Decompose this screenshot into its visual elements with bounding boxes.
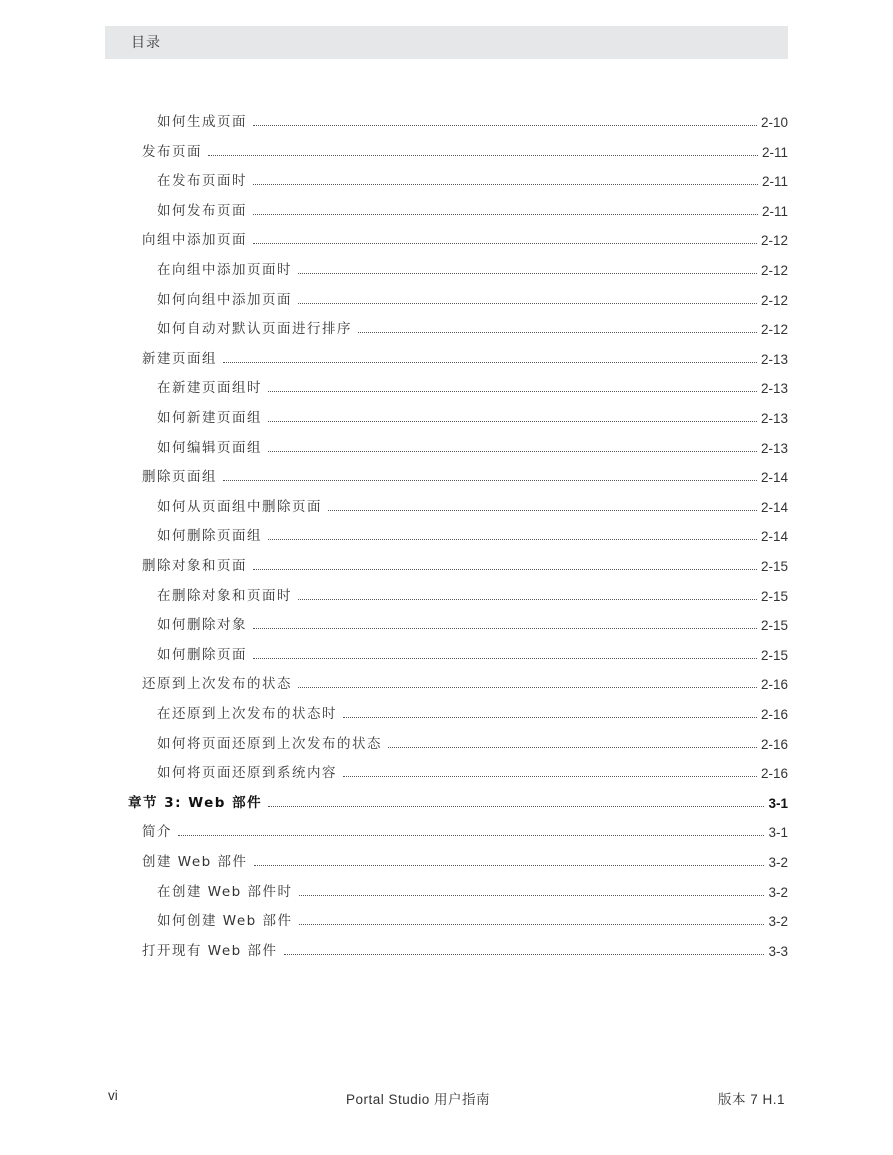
toc-entry-title: 打开现有 Web 部件	[142, 942, 278, 959]
toc-entry-title: 如何将页面还原到上次发布的状态	[157, 735, 382, 752]
toc-entry-title: 创建 Web 部件	[142, 854, 248, 870]
toc-entry-title: 在向组中添加页面时	[157, 262, 292, 278]
toc-entry-title: 删除对象和页面	[142, 558, 247, 574]
toc-entry-title: 章节 3: Web 部件	[128, 794, 263, 811]
toc-entry[interactable]	[157, 317, 788, 337]
toc-page-number: 2-15	[760, 618, 788, 634]
toc-page-number: 2-13	[760, 351, 788, 367]
toc-entry[interactable]	[157, 258, 788, 278]
toc-dot-leader	[253, 213, 758, 215]
toc-dot-leader	[388, 746, 757, 748]
toc-entry[interactable]	[157, 495, 788, 515]
toc-page-number: 2-13	[760, 440, 788, 456]
toc-page-number: 2-13	[760, 381, 788, 397]
footer-version: 版本 7 H.1	[717, 1092, 785, 1107]
toc-entry-title: 在创建 Web 部件时	[157, 883, 293, 900]
toc-dot-leader	[284, 953, 765, 955]
toc-page-number: 2-15	[760, 647, 788, 663]
toc-dot-leader	[253, 627, 757, 629]
toc-entry[interactable]	[157, 880, 788, 900]
toc-dot-leader	[268, 538, 757, 540]
toc-entry[interactable]	[157, 524, 788, 544]
toc-dot-leader	[343, 716, 757, 718]
toc-dot-leader	[223, 361, 757, 363]
toc-entry-title: 如何创建 Web 部件	[157, 913, 293, 930]
toc-entry-title: 如何向组中添加页面	[157, 291, 292, 308]
toc-dot-leader	[358, 331, 757, 333]
toc-page-number: 3-1	[768, 825, 788, 841]
toc-dot-leader	[343, 775, 757, 777]
toc-entry[interactable]	[157, 436, 788, 456]
toc-entry-title: 如何将页面还原到系统内容	[157, 765, 337, 782]
toc-entry[interactable]	[142, 850, 788, 870]
footer-page-number: vi	[108, 1088, 118, 1103]
toc-entry[interactable]	[157, 613, 788, 633]
toc-entry-title: 如何删除对象	[157, 617, 247, 634]
toc-entry[interactable]	[142, 554, 788, 574]
toc-entry-title: 还原到上次发布的状态	[142, 676, 292, 693]
toc-entry-title: 删除页面组	[142, 469, 217, 486]
toc-dot-leader	[254, 864, 765, 866]
toc-entry[interactable]	[142, 347, 788, 367]
toc-page-number: 2-14	[760, 529, 788, 545]
footer-book-title: Portal Studio 用户指南	[345, 1092, 491, 1107]
toc-entry[interactable]	[157, 199, 788, 219]
toc-entry[interactable]	[142, 228, 788, 248]
toc-page-number: 2-15	[760, 559, 788, 574]
toc-dot-leader	[253, 183, 758, 185]
toc-page-number: 2-12	[760, 292, 788, 308]
toc-entry[interactable]	[157, 169, 788, 189]
toc-page-number: 3-1	[768, 795, 788, 811]
toc-page-number: 2-15	[760, 588, 788, 604]
toc-dot-leader	[298, 686, 757, 688]
toc-page-number: 2-12	[760, 263, 788, 278]
toc-dot-leader	[298, 302, 757, 304]
toc-entry[interactable]	[142, 939, 788, 959]
toc-page-number: 2-11	[761, 174, 788, 190]
toc-page-number: 3-2	[768, 914, 788, 930]
toc-entry-title: 如何删除页面	[157, 646, 247, 663]
toc-entry[interactable]	[157, 643, 788, 663]
toc-page-number: 2-16	[760, 677, 788, 693]
toc-dot-leader	[268, 805, 764, 807]
toc-dot-leader	[223, 479, 757, 481]
header-bar	[105, 26, 788, 59]
page-header-title: 目录	[131, 35, 161, 51]
toc-page-number: 2-14	[760, 499, 788, 515]
toc-page-number: 2-12	[760, 322, 788, 338]
toc-dot-leader	[299, 894, 765, 896]
toc-page-number: 2-16	[760, 736, 788, 752]
toc-entry[interactable]	[157, 584, 788, 604]
page-footer	[0, 1088, 893, 1110]
toc-dot-leader	[268, 450, 757, 452]
toc-entry-title: 发布页面	[142, 143, 202, 160]
toc-dot-leader	[268, 390, 757, 392]
toc-page-number: 3-3	[768, 943, 788, 959]
toc-entry[interactable]	[157, 702, 788, 722]
toc-chapter-entry[interactable]	[128, 791, 788, 811]
toc-entry[interactable]	[157, 761, 788, 781]
toc-entry-title: 如何生成页面	[157, 114, 247, 130]
toc-page-number: 2-11	[761, 203, 788, 219]
toc-entry-title: 如何从页面组中删除页面	[157, 498, 322, 515]
toc-entry-title: 简介	[142, 824, 172, 841]
toc-dot-leader	[253, 568, 757, 570]
toc-entry-title: 在新建页面组时	[157, 380, 262, 397]
toc-entry[interactable]	[142, 672, 788, 692]
toc-entry-title: 如何编辑页面组	[157, 439, 262, 456]
toc-entry[interactable]	[157, 110, 788, 130]
toc-dot-leader	[299, 923, 765, 925]
toc-page-number: 2-16	[760, 707, 788, 722]
toc-entry[interactable]	[157, 288, 788, 308]
toc-page-number: 2-14	[760, 470, 788, 486]
toc-page-number: 3-2	[768, 884, 788, 900]
toc-entry[interactable]	[157, 909, 788, 929]
toc-entry[interactable]	[142, 140, 788, 160]
toc-dot-leader	[328, 509, 757, 511]
toc-entry-title: 如何删除页面组	[157, 528, 262, 545]
toc-dot-leader	[208, 154, 758, 156]
toc-page-number: 3-2	[768, 855, 788, 870]
toc-dot-leader	[268, 420, 757, 422]
toc-entry[interactable]	[142, 820, 788, 840]
toc-entry[interactable]	[157, 732, 788, 752]
toc-entry-title: 如何发布页面	[157, 202, 247, 219]
toc-page-number: 2-16	[760, 766, 788, 782]
toc-entry-title: 向组中添加页面	[142, 232, 247, 249]
toc-entry[interactable]	[157, 406, 788, 426]
toc-page-number: 2-12	[760, 233, 788, 249]
toc-entry-title: 在发布页面时	[157, 173, 247, 190]
toc-entry-title: 在删除对象和页面时	[157, 587, 292, 604]
toc-page-number: 2-13	[760, 411, 788, 426]
toc-dot-leader	[253, 242, 757, 244]
toc-dot-leader	[298, 598, 757, 600]
toc-entry[interactable]	[142, 465, 788, 485]
toc-entry-title: 如何新建页面组	[157, 410, 262, 426]
toc-dot-leader	[178, 834, 764, 836]
toc-dot-leader	[253, 657, 757, 659]
toc-dot-leader	[253, 124, 757, 126]
toc-dot-leader	[298, 272, 757, 274]
toc-page-number: 2-11	[761, 144, 788, 160]
toc-entry-title: 新建页面组	[142, 350, 217, 367]
toc-entry-title: 在还原到上次发布的状态时	[157, 706, 337, 722]
toc-entry[interactable]	[157, 376, 788, 396]
toc-entry-title: 如何自动对默认页面进行排序	[157, 321, 352, 338]
toc-page-number: 2-10	[760, 115, 788, 130]
